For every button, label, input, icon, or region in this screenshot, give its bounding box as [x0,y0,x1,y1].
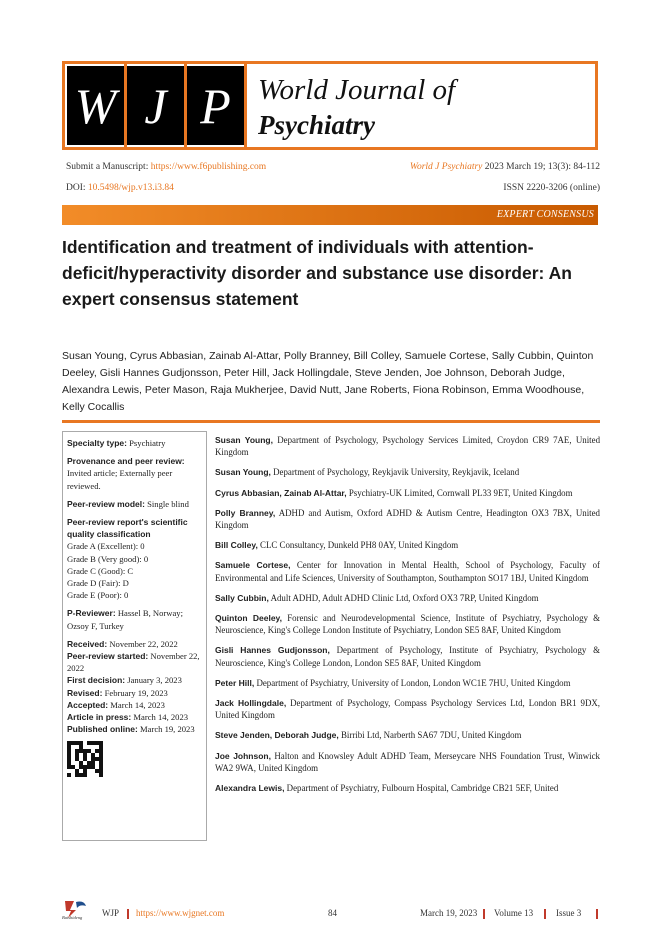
date-published: Published online: March 19, 2023 [67,724,195,735]
doi-link[interactable]: 10.5498/wjp.v13.i3.84 [87,183,174,193]
doi-line: DOI: 10.5498/wjp.v13.i3.84 [66,183,174,193]
article-title: Identification and treatment of individuals with attention-deficit/hyperactivity disorder and substance use disorder: An expert consensus statement [62,237,572,309]
dates [67,638,202,736]
footer-date: March 19, 2023 [420,908,478,918]
affiliation-item: Bill Colley, CLC Consultancy, Dunkeld PH8 0AY, United Kingdom [215,540,459,551]
affiliation-item: Gisli Hannes Gudjonsson, Department of Psychology, Institute of Psychiatry, Psychology & Neuroscience, King's College London, London SE5 8AF, United Kingdom [215,645,601,668]
page-footer [62,906,602,922]
affiliation-item: Peter Hill, Department of Psychiatry, University of London, London WC1E 7HU, United Kingdom [215,677,571,688]
footer-separator [483,909,485,919]
category-bar [62,205,598,225]
date-peer-review-started: Peer-review started: November 22, 2022 [67,651,200,674]
article-info-sidebar [62,431,207,841]
citation-line: World J Psychiatry 2023 March 19; 13(3): 84-112 [409,162,600,172]
submit-line: Submit a Manuscript: https://www.f6publishing.com [66,162,267,172]
journal-name-line1: World Journal of [258,74,456,106]
affiliation-item: Susan Young, Department of Psychology, Psychology Services Limited, Croydon CR9 7AE, United Kingdom [215,435,601,458]
affiliation-list [215,434,600,802]
footer-issue: Issue 3 [556,908,582,918]
date-in-press: Article in press: March 14, 2023 [67,712,189,723]
journal-name-line2: Psychiatry [258,110,375,140]
grade-item: Grade D (Fair): D [67,578,129,589]
divider-rule [62,420,600,423]
p-reviewer: P-Reviewer: Hassel B, Norway; Ozsoy F, Turkey [67,608,183,631]
footer-separator [127,909,129,919]
affiliation-item: Samuele Cortese, Center for Innovation in Mental Health, School of Psychology, Faculty of Environmental and Life Sciences, University of Southampton, Southampton SO17 1BJ, United Kingdom [215,560,600,583]
author-list: Susan Young, Cyrus Abbasian, Zainab Al-Attar, Polly Branney, Bill Colley, Samuele Cortese, Sally Cubbin, Quinton Deeley, Gisli Hannes Gudjonsson, Peter Hill, Jack Hollingdale, Steve Jenden, Joe Johnson, Deborah Judge, Alexandra Lewis, Peter Mason, Raja Mukherjee, David Nutt, Jane Roberts, Fiona Robinson, Emma Woodhouse, Kelly Cocallis [62,350,594,413]
logo-letter-j: J [127,66,184,145]
logo-letter-w: W [67,66,124,145]
peer-review-model: Peer-review model: Single blind [67,498,189,509]
specialty-type: Specialty type: Psychiatry [67,438,166,448]
page-number: 84 [328,908,337,918]
footer-url-link[interactable]: https://www.wjgnet.com [136,908,225,918]
affiliation-item: Jack Hollingdale, Department of Psychology, Compass Psychology Services Ltd, London BR1 9DX, United Kingdom [215,698,600,721]
date-received: Received: November 22, 2022 [67,638,178,649]
affiliation-item: Cyrus Abbasian, Zainab Al-Attar, Psychiatry-UK Limited, Cornwall PL33 9ET, United Kingdom [215,487,573,498]
grade-item: Grade B (Very good): 0 [67,553,149,564]
date-accepted: Accepted: March 14, 2023 [67,699,165,710]
grade-item: Grade A (Excellent): 0 [67,541,145,552]
affiliation-item: Polly Branney, ADHD and Autism, Oxford ADHD & Autism Centre, Headington OX3 7BX, United Kingdom [215,507,600,531]
date-revised: Revised: February 19, 2023 [67,687,168,698]
affiliation-item: Quinton Deeley, Forensic and Neurodevelopmental Science, Institute of Psychiatry, Psychology & Neuroscience, King's College London Institute of Psychiatry, London SE5 8AF, United Kingdom [215,613,601,636]
affiliation-item: Susan Young, Department of Psychology, Reykjavik University, Reykjavik, Iceland [215,467,520,478]
issn: ISSN 2220-3206 (online) [503,183,600,193]
submit-link[interactable]: https://www.f6publishing.com [150,162,267,172]
qr-code-icon[interactable] [67,741,103,777]
footer-separator [596,909,598,919]
publisher-logo-text: Baishideng [62,915,83,920]
quality-classification: Peer-review report's scientific quality classification Grade A (Excellent): 0 Grade B (Very good): 0 Grade C (Good): C Grade D (Fair): D Grade E (Poor): 0 [67,516,202,601]
journal-banner [62,61,598,150]
footer-separator [544,909,546,919]
footer-volume: Volume 13 [494,908,534,918]
footer-journal: WJP [102,908,120,918]
affiliation-item: Alexandra Lewis, Department of Psychiatry, Fulbourn Hospital, Cambridge CB21 5EF, United [215,783,559,794]
date-first-decision: First decision: January 3, 2023 [67,675,182,686]
affiliation-item: Sally Cubbin, Adult ADHD, Adult ADHD Clinic Ltd, Oxford OX3 7RP, United Kingdom [215,592,539,603]
logo-letter-p: P [187,66,244,145]
qr-module [99,773,103,777]
affiliation-item: Steve Jenden, Deborah Judge, Birribi Ltd, Narberth SA67 7DU, United Kingdom [215,730,522,741]
grade-item: Grade E (Poor): 0 [67,590,129,601]
category-label: EXPERT CONSENSUS [496,209,594,220]
grade-item: Grade C (Good): C [67,565,134,576]
provenance: Provenance and peer review: Invited article; Externally peer reviewed. [67,456,185,491]
affiliation-item: Joe Johnson, Halton and Knowsley Adult ADHD Team, Merseycare NHS Foundation Trust, Winwick WA2 9WA, United Kingdom [215,750,600,773]
logo-divider [244,64,247,147]
